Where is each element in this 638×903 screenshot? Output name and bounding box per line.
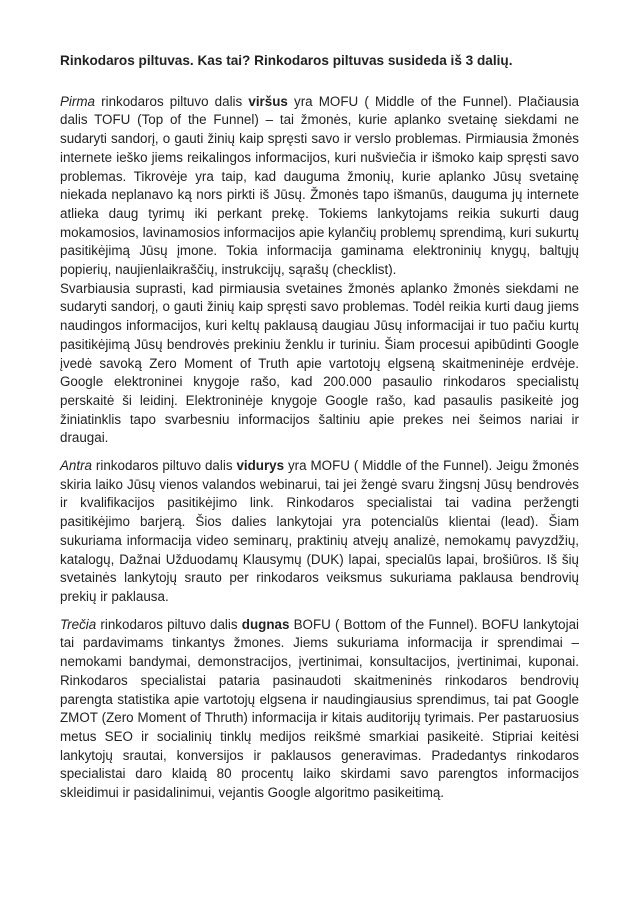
section-lead: Antra <box>60 458 93 474</box>
document-page <box>60 52 579 812</box>
section-body: yra MOFU ( Middle of the Funnel). Jeigu žmonės skiria laiko Jūsų vienos valandos webinarui, tai jei žengė svaru žingsnį Jūsų bendrovės ir kvalifikacijos pasitikėjimo link. Rinkodaros specialistai tai vadina peržengti pasitikėjimo barjerą. Šios dalies lankytojai yra potencialūs klientai (lead). Šiam sukuriama informacija video seminarų, praktinių atvejų analizė, nemokamų pavyzdžių, katalogų, Dažnai Užduodamų Klausymų (DUK) lapai, specialūs lapai, brošiūros. Iš šių svetainės lankytojų srauto per rinkodaros veiksmus sukuriama paklausa bendrovių prekių ir paklausa. <box>60 458 580 604</box>
section-body: BOFU ( Bottom of the Funnel). BOFU lankytojai tai pardavimams tinkantys žmones. Jiems sukuriama informacija ir sprendimai – nemokami bandymai, demonstracijos, įvertinimai, konsultacijos, įvertinimai, kuponai. Rinkodaros specialistai pataria pasinaudoti skaitmeninės rinkodaros bendrovių parengta statistika apie vartotojų elgsena ir naudingiausius sprendimus, tai pat Google ZMOT (Zero Moment of Thruth) informacija ir kitais auditorijų tyrimais. Per pastaruosius metus SEO ir socialinių tinklų medijos reikšmė smarkiai pasikeitė. Stipriai keitėsi lankytojų srautai, konversijos ir paklausos generavimas. Pradedantys rinkodaros specialistai daro klaidą 80 procentų laiko skirdami savo parengtos informacijos skleidimui ir pasidalinimui, vejantis Google algoritmo pasikeitimą. <box>60 616 579 801</box>
section-pre: rinkodaros piltuvo dalis <box>92 458 237 474</box>
section-pirma <box>60 93 579 280</box>
section-lead: Pirma <box>60 93 95 109</box>
section-term: dugnas <box>241 616 290 632</box>
section-trecia <box>60 616 579 803</box>
section-term: viršus <box>248 93 288 109</box>
section-antra <box>60 457 579 607</box>
section-pirma-continuation: Svarbiausia suprasti, kad pirmiausia svetaines žmonės aplanko žmonės siekdami ne sudaryti sandorį, o gauti žinių kaip spręsti savo problemas. Todėl reikia kurti daug jiems naudingos informacijos, kuri keltų paklausą daugiau Jūsų informacijai ir tuo pačiu kurtų pasitikėjimą Jūsų bendrovės prekiniu ženklu ir turiniu. Šiam procesui apibūdinti Google įvedė savoką Zero Moment of Truth apie vartotojų elgseną skaitmeninėje erdvėje. Google elektroninei knygoje rašo, kad 200.000 pasaulio rinkodaros specialistų perskaitė ši leidinį. Elektroninėje knygoje Google rašo, kad pasaulis pasikeitė jog žiniatinklis tapo svarbesniu informacijos šaltiniu apie prekes nei šeimos nariai ir draugai. <box>60 280 579 446</box>
section-term: vidurys <box>236 458 285 474</box>
document-title: Rinkodaros piltuvas. Kas tai? Rinkodaros piltuvas susideda iš 3 dalių. <box>60 53 513 68</box>
section-body: yra MOFU ( Middle of the Funnel). Plačiausia dalis TOFU (Top of the Funnel) – tai žmonės, kurie aplanko svetainę siekdami ne sudaryti sandorį, o gauti žinių kaip spręsti savo ir verslo problemas. Pirmiausia žmonės internete ieško jiems reikalingos informacijos, kuri nušviečia ir išmoko kaip spręsti savo problemas. Tikrovėje yra taip, kad dauguma žmonių, kurie aplanko Jūsų svetainę niekada neplanavo ką nors pirkti iš Jūsų. Žmonės tapo išmanūs, dauguma jų internete atlieka daug tyrimų iki perkant prekę. Tokiems lankytojams reikia sukurti daug mokamosios, lavinamosios informacijos apie kylančių problemų sprendimą, kuri sukurtų pasitikėjimą Jūsų įmone. Tokia informacija gaminama elektroninių knygų, baltųjų popierių, naujienlaikraščių, instrukcijų, sąrašų (checklist). <box>60 93 579 278</box>
section-lead: Trečia <box>60 616 97 632</box>
section-pre: rinkodaros piltuvo dalis <box>96 616 242 632</box>
section-pre: rinkodaros piltuvo dalis <box>94 93 249 109</box>
